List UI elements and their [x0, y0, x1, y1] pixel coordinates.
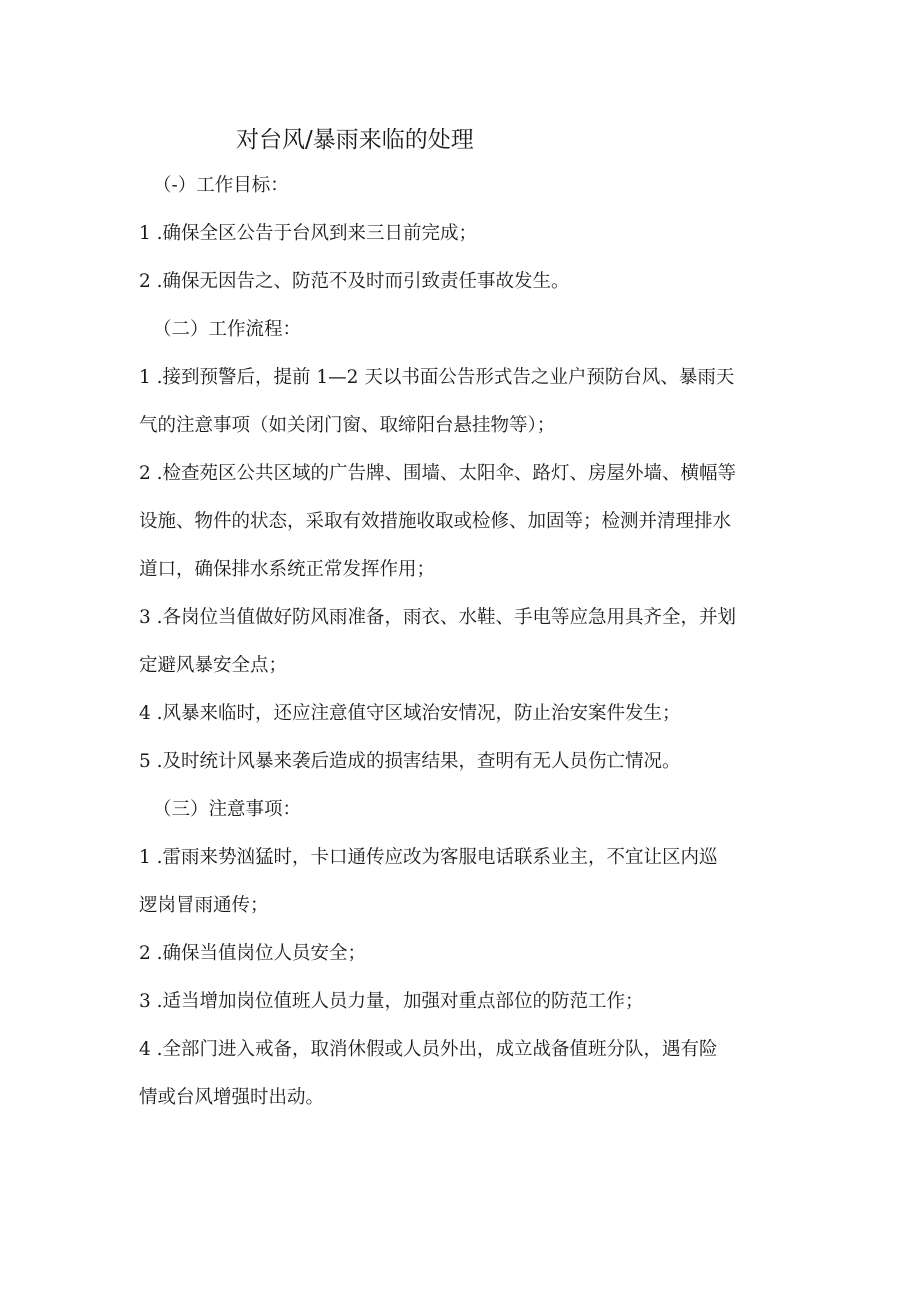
document-body — [139, 174, 799, 1134]
list-item — [139, 222, 799, 246]
text-line: 道口，确保排水系统正常发挥作用； — [139, 559, 436, 580]
text-line: 2 .确保无因告之、防范不及时而引致责任事故发生。 — [139, 271, 570, 292]
text-line: 1 .雷雨来势汹猛时，卡口通传应改为客服电话联系业主，不宜让区内巡 — [139, 847, 718, 868]
text-line: 1 .接到预警后，提前 1—2 天以书面公告形式告之业户预防台风、暴雨天 — [139, 367, 735, 388]
text-line: 4 .全部门进入戒备，取消休假或人员外出，成立战备值班分队，遇有险 — [139, 1039, 718, 1060]
text-line: 2 .确保当值岗位人员安全； — [139, 943, 367, 964]
list-item — [139, 366, 799, 438]
text-line: 4 .风暴来临时，还应注意值守区域治安情况，防止治安案件发生； — [139, 703, 681, 724]
list-item — [139, 702, 799, 726]
text-line: 1 .确保全区公告于台风到来三日前完成； — [139, 223, 478, 244]
section-heading — [139, 174, 799, 198]
section-heading — [139, 318, 799, 342]
section-heading — [139, 798, 799, 822]
text-line: 气的注意事项（如关闭门窗、取缔阳台悬挂物等）； — [139, 415, 556, 436]
list-item — [139, 270, 799, 294]
text-line: 3 .各岗位当值做好防风雨准备，雨衣、水鞋、手电等应急用具齐全，并划 — [139, 607, 737, 628]
list-item — [139, 990, 799, 1014]
text-line: 2 .检查苑区公共区域的广告牌、围墙、太阳伞、路灯、房屋外墙、横幅等 — [139, 463, 737, 484]
text-line: （二）工作流程： — [153, 319, 302, 340]
document-title: 对台风/暴雨来临的处理 — [236, 127, 474, 153]
list-item — [139, 750, 799, 774]
text-line: 逻岗冒雨通传； — [139, 895, 269, 916]
text-line: 5 .及时统计风暴来袭后造成的损害结果，查明有无人员伤亡情况。 — [139, 751, 681, 772]
text-line: 定避风暴安全点； — [139, 655, 288, 676]
list-item — [139, 846, 799, 918]
list-item — [139, 942, 799, 966]
text-line: 情或台风增强时出动。 — [139, 1087, 325, 1108]
list-item — [139, 606, 799, 678]
text-line: 3 .适当增加岗位值班人员力量，加强对重点部位的防范工作； — [139, 991, 644, 1012]
text-line: （-）工作目标： — [153, 175, 289, 196]
list-item — [139, 1038, 799, 1110]
text-line: （三）注意事项： — [153, 799, 302, 820]
text-line: 设施、物件的状态，采取有效措施收取或检修、加固等；检测并清理排水 — [139, 511, 732, 532]
list-item — [139, 462, 799, 582]
